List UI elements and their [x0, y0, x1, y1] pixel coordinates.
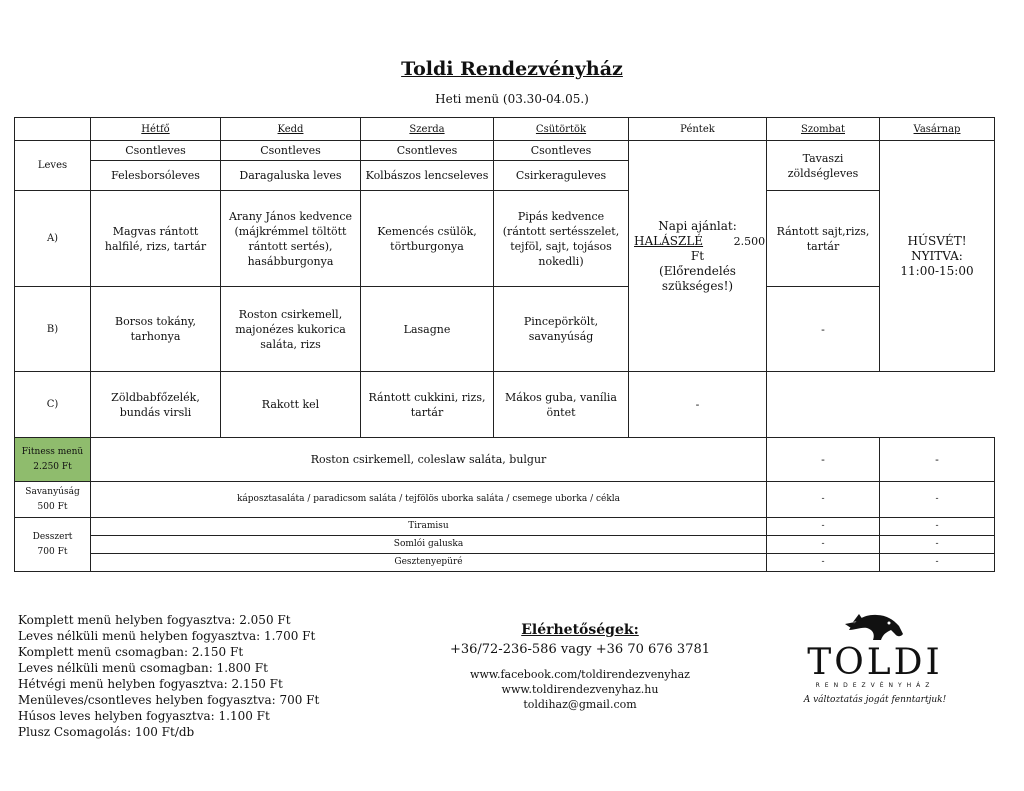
dash-cell: -: [880, 536, 995, 554]
husvet-text: HÚSVÉT!: [907, 233, 967, 248]
day-header: Vasárnap: [880, 118, 995, 141]
dash-cell: -: [767, 536, 880, 554]
savanyusag-items: káposztasaláta / paradicsom saláta / tejfölös uborka saláta / csemege uborka / cékla: [91, 482, 767, 518]
dessert-item: Somlói galuska: [91, 536, 767, 554]
toldi-logo: [800, 610, 950, 705]
logo-subtitle: RENDEZVÉNYHÁZ: [815, 682, 935, 689]
menu-cell: Tavaszi zöldségleves: [767, 141, 880, 191]
dash-cell: -: [880, 518, 995, 536]
menu-cell: Magvas rántott halfilé, rizs, tartár: [91, 191, 221, 287]
disclaimer-note: A változtatás jogát fenntartjuk!: [803, 695, 947, 705]
table-row: [15, 141, 995, 161]
price-list: [18, 612, 319, 740]
napi-dish: HALÁSZLÉ: [634, 233, 704, 248]
dash-cell: -: [767, 438, 880, 482]
desszert-label: Desszert: [32, 531, 73, 542]
price-line: Leves nélküli menü helyben fogyasztva: 1.700 Ft: [18, 629, 316, 643]
napi-price-unit: Ft: [690, 248, 705, 263]
menu-cell: Felesborsóleves: [91, 161, 221, 191]
row-label-c: C): [15, 372, 91, 438]
menu-cell: Kolbászos lencseleves: [361, 161, 494, 191]
contact-block: [440, 622, 720, 712]
napi-price: 2.500: [733, 234, 766, 248]
dash-cell: -: [767, 518, 880, 536]
email-link[interactable]: toldihaz@gmail.com: [523, 698, 637, 711]
menu-cell: Csontleves: [91, 141, 221, 161]
dessert-item: Gesztenyepüré: [91, 554, 767, 572]
menu-cell: Kemencés csülök, törtburgonya: [361, 191, 494, 287]
row-label-desszert: [15, 518, 91, 572]
row-label-leves: Leves: [15, 141, 91, 191]
menu-cell: Mákos guba, vanília öntet: [494, 372, 629, 438]
dessert-item: Tiramisu: [91, 518, 767, 536]
day-header: Szerda: [361, 118, 494, 141]
menu-cell: Rakott kel: [221, 372, 361, 438]
facebook-link[interactable]: www.facebook.com/toldirendezvenyhaz: [470, 668, 690, 681]
horse-head-icon: [843, 610, 907, 644]
table-row: [15, 372, 995, 438]
opening-hours: 11:00-15:00: [900, 263, 974, 278]
contact-heading: Elérhetőségek:: [521, 622, 639, 638]
row-label-savanyusag: [15, 482, 91, 518]
table-row: [15, 536, 995, 554]
price-line: Komplett menü csomagban: 2.150 Ft: [18, 645, 244, 659]
page-title: Toldi Rendezvényház: [401, 58, 623, 80]
day-header: Szombat: [767, 118, 880, 141]
fitness-price: 2.250 Ft: [33, 461, 72, 472]
price-line: Komplett menü helyben fogyasztva: 2.050 Ft: [18, 613, 291, 627]
savanyusag-label: Savanyúság: [25, 486, 80, 497]
row-label-fitness: [15, 438, 91, 482]
menu-cell: Pincepörkölt, savanyúság: [494, 287, 629, 372]
table-row: [15, 191, 995, 287]
price-line: Húsos leves helyben fogyasztva: 1.100 Ft: [18, 709, 270, 723]
dash-cell: -: [880, 482, 995, 518]
table-row: [15, 287, 995, 372]
menu-cell: Lasagne: [361, 287, 494, 372]
price-line: Plusz Csomagolás: 100 Ft/db: [18, 725, 195, 739]
day-header: Csütörtök: [494, 118, 629, 141]
menu-cell: Rántott cukkini, rizs, tartár: [361, 372, 494, 438]
menu-cell: -: [629, 372, 767, 438]
menu-cell: Rántott sajt,rizs, tartár: [767, 191, 880, 287]
menu-cell: Borsos tokány, tarhonya: [91, 287, 221, 372]
napi-label: Napi ajánlat:: [658, 218, 737, 233]
menu-cell: Roston csirkemell, majonézes kukorica saláta, rizs: [221, 287, 361, 372]
table-row: [15, 518, 995, 536]
pentek-special-cell: [629, 141, 767, 372]
napi-note: (Előrendelés szükséges!): [659, 263, 736, 293]
day-header: Péntek: [629, 118, 767, 141]
website-link[interactable]: www.toldirendezvenyhaz.hu: [501, 683, 659, 696]
price-line: Menüleves/csontleves helyben fogyasztva: 700 Ft: [18, 693, 320, 707]
menu-cell: Csirkeraguleves: [494, 161, 629, 191]
page-subtitle: Heti menü (03.30-04.05.): [435, 92, 589, 106]
weekly-menu-table: [14, 117, 995, 572]
row-label-b: B): [15, 287, 91, 372]
table-row: [15, 438, 995, 482]
price-line: Hétvégi menü helyben fogyasztva: 2.150 Ft: [18, 677, 283, 691]
logo-word: TOLDI: [807, 642, 943, 683]
menu-cell: Csontleves: [494, 141, 629, 161]
day-header: Kedd: [221, 118, 361, 141]
price-line: Leves nélküli menü csomagban: 1.800 Ft: [18, 661, 268, 675]
dash-cell: -: [880, 438, 995, 482]
day-header: Hétfő: [91, 118, 221, 141]
menu-cell: Zöldbabfőzelék, bundás virsli: [91, 372, 221, 438]
contact-phones: +36/72-236-586 vagy +36 70 676 3781: [449, 642, 711, 657]
dash-cell: -: [767, 482, 880, 518]
dash-cell: -: [767, 554, 880, 572]
menu-cell: Arany János kedvence (májkrémmel töltött rántott sertés), hasábburgonya: [221, 191, 361, 287]
fitness-label: Fitness menü: [21, 446, 84, 457]
header-row: [15, 118, 995, 141]
row-label-a: A): [15, 191, 91, 287]
menu-cell: Daragaluska leves: [221, 161, 361, 191]
vasarnap-cell: [880, 141, 995, 372]
table-row: [15, 554, 995, 572]
menu-cell: Csontleves: [221, 141, 361, 161]
dash-cell: -: [880, 554, 995, 572]
menu-cell: -: [767, 287, 880, 372]
table-row: [15, 482, 995, 518]
desszert-price: 700 Ft: [37, 546, 68, 557]
fitness-dish: Roston csirkemell, coleslaw saláta, bulgur: [91, 438, 767, 482]
nyitva-text: NYITVA:: [911, 248, 963, 263]
savanyusag-price: 500 Ft: [37, 501, 68, 512]
menu-cell: Pipás kedvence (rántott sertésszelet, tejföl, sajt, tojásos nokedli): [494, 191, 629, 287]
corner-cell: [15, 118, 91, 141]
menu-cell: Csontleves: [361, 141, 494, 161]
